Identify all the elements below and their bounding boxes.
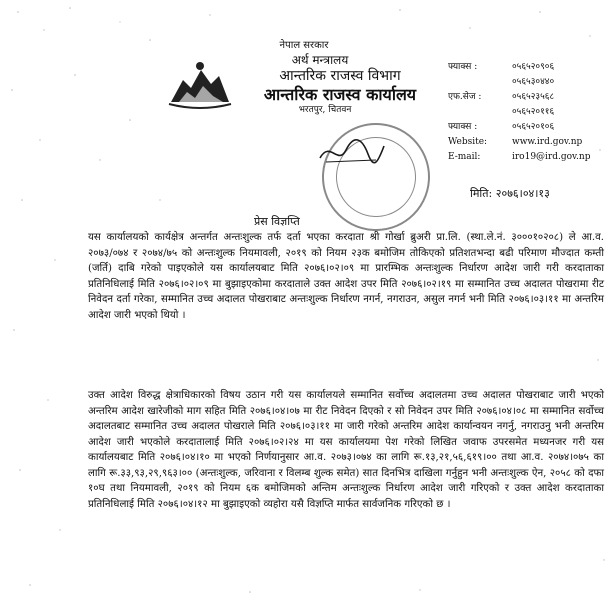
office-location: भरतपुर, चितवन xyxy=(298,105,352,115)
contact-row xyxy=(448,60,608,75)
contact-value: ०५६५२०१०६ xyxy=(512,122,555,132)
website-link[interactable]: www.ird.gov.np xyxy=(512,137,583,147)
email-link[interactable]: iro19@ird.gov.np xyxy=(512,152,591,162)
contact-label: एफ.सेज : xyxy=(448,92,482,102)
contact-row xyxy=(448,105,608,120)
contact-row xyxy=(448,135,608,150)
date-label: मिति: xyxy=(470,187,493,200)
contact-value: ०५६५२०९०६ xyxy=(512,62,555,72)
contact-info xyxy=(448,60,608,165)
office-name: आन्तरिक राजस्व कार्यालय xyxy=(263,85,417,104)
contact-row xyxy=(448,75,608,90)
contact-value: ०५६५३०४४० xyxy=(512,77,555,87)
website-label: Website: xyxy=(448,137,488,147)
contact-label: फ्याक्स : xyxy=(448,122,478,132)
paragraph-2 xyxy=(88,388,604,512)
department-name: आन्तरिक राजस्व विभाग xyxy=(279,67,401,84)
notice-title: प्रेस विज्ञप्ति xyxy=(254,215,300,228)
date-line xyxy=(470,186,550,201)
contact-row xyxy=(448,150,608,165)
paragraph-text: उक्त आदेश विरुद्ध क्षेत्राधिकारको विषय उठान गरी यस कार्यालयले सम्मानित सर्वोच्च अदालतमा उच्च अदालत पोखराबाट जारी भएको अन्तरिम आदेश खारेजीको माग सहित मिति २०७६।०४।०७ मा रीट निवेदन दिएको र सो निवेदन उपर मिति २०७६।०४।०८ मा सम्मानित सर्वोच्च अदालतबाट सम्मानित उच्च अदालत पोखराले मिति २०७६।०३।११ मा जारी गरेको अन्तरिम आदेश कार्यान्वयन नगर्नु, नगराउनु भनी अन्तरिम आदेश जारी भएकोले करदातालाई मिति २०७६।०२।२४ मा यस कार्यालयमा पेश गरेको लिखित जवाफ उपरसमेत मध्यनजर गरी यस कार्यालयबाट मिति २०७६।०४।१० मा भएको निर्णयानुसार आ.व. २०७३।०७४ का लागि रू.१३,२१,५६,६१९।०० तथा आ.व. २०७४।०७५ का लागि रू.३३,९३,२९,९६३।०० (अन्तःशुल्क, जरिवाना र विलम्ब शुल्क समेत) सात दिनभित्र दाखिला गर्नुहुन भनी अन्तःशुल्क ऐन, २०५८ को दफा १०घ तथा नियमावली, २०१९ को नियम ६क बमोजिमको अन्तिम अन्तःशुल्क निर्धारण आदेश जारी गरिएको र उक्त आदेश करदाताका प्रतिनिधिलाई मिति २०७६।०४।१२ मा बुझाइएको व्यहोरा यसै विज्ञप्ति मार्फत सार्वजनिक गरिएको छ । xyxy=(88,390,604,510)
paragraph-text: यस कार्यालयको कार्यक्षेत्र अन्तर्गत अन्तःशुल्क तर्फ दर्ता भएका करदाता श्री गोर्खा ब्रुअरी प्रा.लि. (स्था.ले.नं. ३०००१०२०८) ले आ.व. २०७३/०७४ र २०७४/७५ को अन्तःशुल्क नियमावली, २०१९ को नियम २३क बमोजिम तोकिएको प्रतिशतभन्दा बढी परिमाण मौज्दात कम्ती (जर्ति) दाबि गरेको पाइएकोले यस कार्यालयबाट मिति २०७६।०२।०९ मा प्रारम्भिक अन्तःशुल्क निर्धारण आदेश जारी गरी करदाताका प्रतिनिधिलाई मिति २०७६।०२।०९ मा बुझाइएकोमा करदाताले उक्त आदेश उपर मिति २०७६।०२।१९ मा सम्मानित उच्च अदालत पोखरामा रीट निवेदन दर्ता गरेका, सम्मानित उच्च अदालत पोखराबाट अन्तःशुल्क निर्धारण नगर्न, नगराउन, असुल नगर्न भनी मिति २०७६।०३।११ मा अन्तरिम आदेश जारी भएको थियो । xyxy=(88,232,604,321)
paragraph-1 xyxy=(88,230,604,323)
office-stamp xyxy=(308,109,444,245)
contact-row xyxy=(448,120,608,135)
contact-value: ०५६५२३५६८ xyxy=(512,92,555,102)
contact-value: ०५६५२०११६ xyxy=(512,107,555,117)
contact-row xyxy=(448,90,608,105)
contact-label: फ्याक्स : xyxy=(448,62,478,72)
contact-label xyxy=(448,75,506,90)
ministry-name: अर्थ मन्त्रालय xyxy=(291,52,349,67)
contact-label xyxy=(448,105,506,120)
government-name: नेपाल सरकार xyxy=(279,40,329,51)
date-value: २०७६।०४।१३ xyxy=(495,187,550,200)
signature xyxy=(316,136,386,168)
email-label: E-mail: xyxy=(448,152,481,162)
office-heading xyxy=(240,40,440,116)
